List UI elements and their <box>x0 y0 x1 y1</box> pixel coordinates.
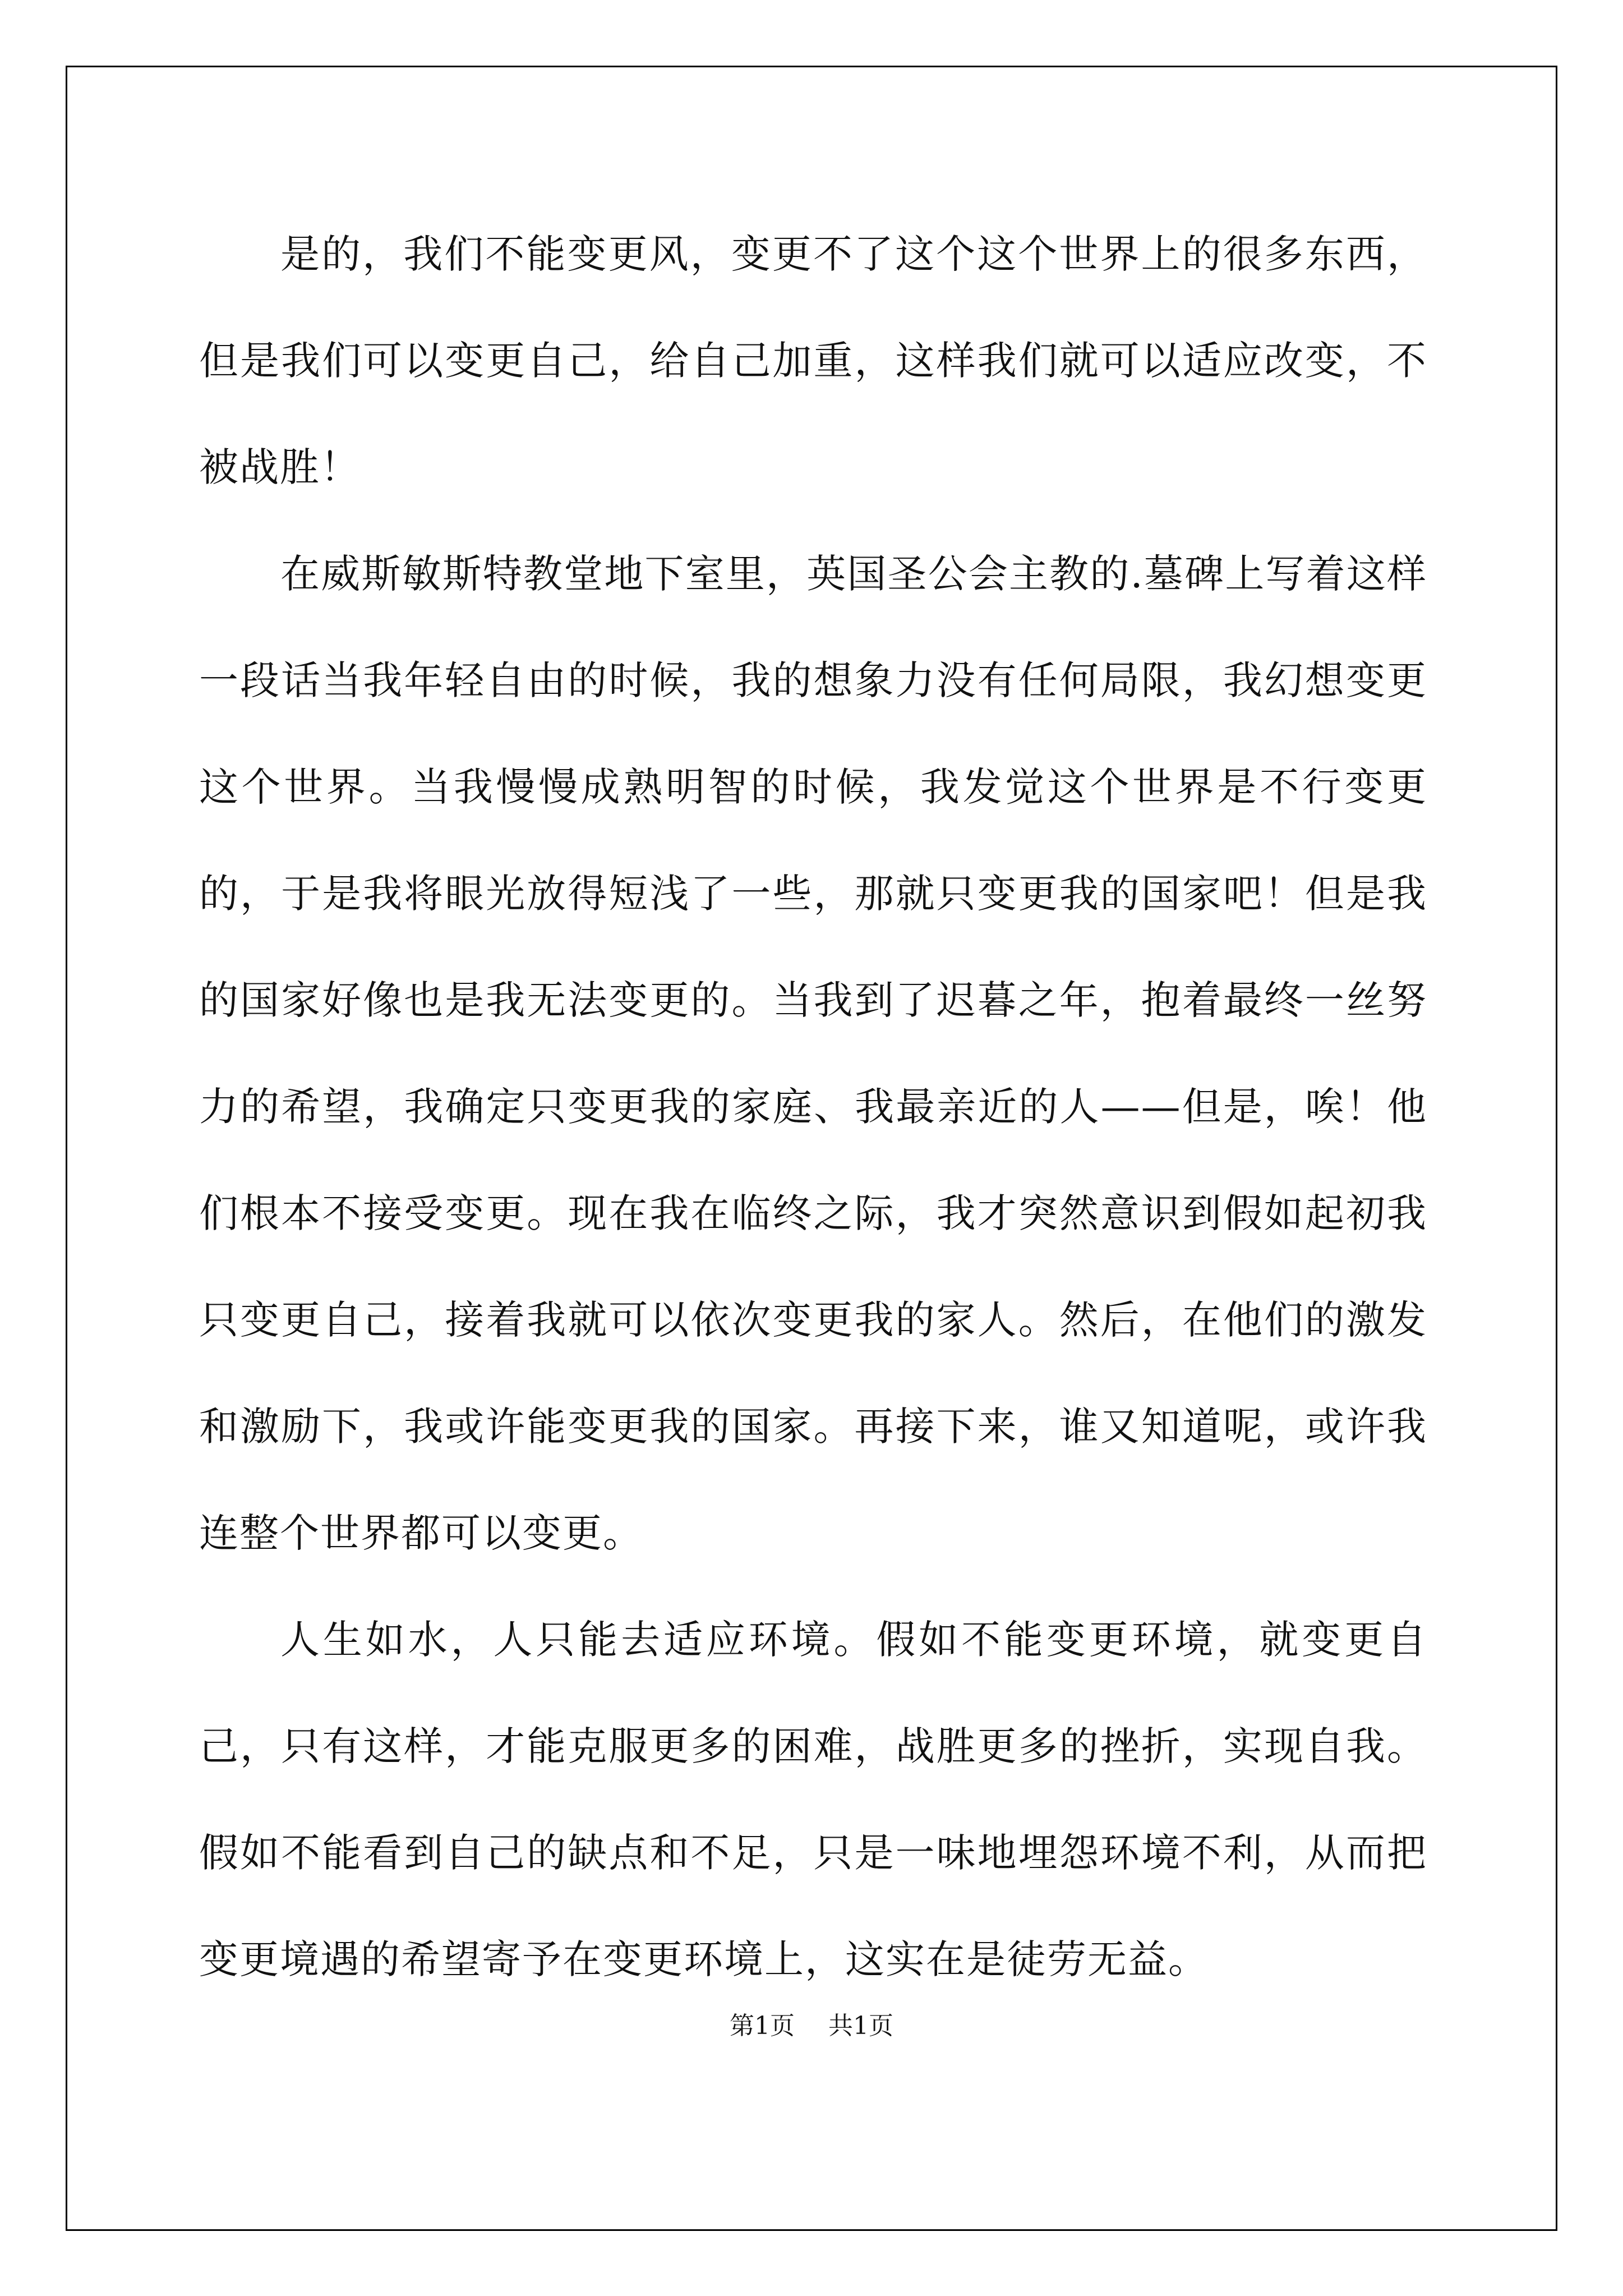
paragraph: 是的，我们不能变更风，变更不了这个这个世界上的很多东西，但是我们可以变更自己，给自己加重，这样我们就可以适应改变，不被战胜！ <box>199 231 1427 490</box>
document-body <box>199 201 1427 2013</box>
page-number-total: 共1页 <box>828 2012 893 2040</box>
page-number-current: 第1页 <box>730 2012 795 2040</box>
page-footer <box>0 2009 1623 2043</box>
paragraph: 人生如水，人只能去适应环境。假如不能变更环境，就变更自己，只有这样，才能克服更多的困难，战胜更多的挫折，实现自我。假如不能看到自己的缺点和不足，只是一味地埋怨环境不利，从而把变更境遇的希望寄予在变更环境上，这实在是徒劳无益。 <box>199 1617 1427 1982</box>
paragraph: 在威斯敏斯特教堂地下室里，英国圣公会主教的.墓碑上写着这样一段话当我年轻自由的时候，我的想象力没有任何局限，我幻想变更这个世界。当我慢慢成熟明智的时候，我发觉这个世界是不行变更的，于是我将眼光放得短浅了一些，那就只变更我的国家吧！但是我的国家好像也是我无法变更的。当我到了迟暮之年，抱着最终一丝努力的希望，我确定只变更我的家庭、我最亲近的人——但是，唉！他们根本不接受变更。现在我在临终之际，我才突然意识到假如起初我只变更自己，接着我就可以依次变更我的家人。然后，在他们的激发和激励下，我或许能变更我的国家。再接下来，谁又知道呢，或许我连整个世界都可以变更。 <box>199 551 1427 1556</box>
